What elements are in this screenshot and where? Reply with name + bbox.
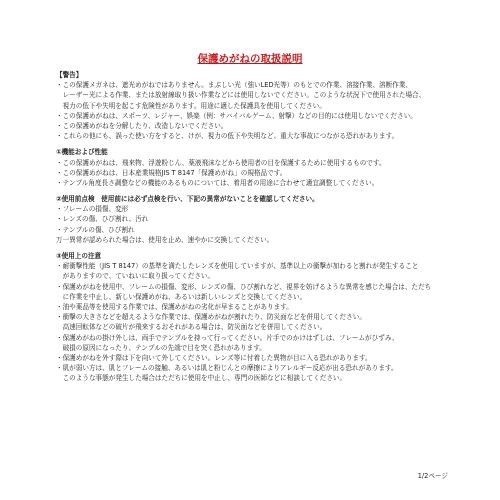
warning-line: ・これらの他にも、誤った使い方をすると、けが、視力の低下や失明など、重大な事故につながる恐れがあります。	[56, 132, 399, 141]
document-body	[56, 70, 448, 383]
function-section	[56, 147, 448, 188]
warning-line: ・この保護めがねは、スポーツ、レジャー、娯楽（例：サバイバルゲーム、射撃）などの目的には使用しないでください。	[56, 111, 417, 120]
document-title-text: 保護めがねの取扱説明	[197, 53, 303, 65]
caution-line: ・耐衝撃性能（JIS T 8147）の基準を満たしたレンズを使用していますが、基準以上の衝撃が加わると割れが発生すること	[56, 262, 419, 271]
caution-line: がありますので、ていねいに取り扱ってください。	[56, 272, 215, 281]
caution-line: 破損の原因になったり、テンプルの先端で目を突く恐れがあります。	[56, 343, 266, 352]
warning-heading: 【警告】	[56, 71, 83, 79]
warning-line: ・この保護メガネは、遮光めがねではありません。まぶしい光（強いLED光等）のもとでの作業、溶接作業、溶断作業、	[56, 81, 413, 90]
page-number: 1/2ページ	[417, 472, 448, 480]
function-heading: ①機能および性能	[56, 148, 108, 157]
function-line: ・この保護めがねは、飛来物、浮遊粉じん、薬液飛沫などから使用者の目を保護するために使用するものです。	[56, 158, 386, 167]
caution-line: ・保護めがねを外す際は下を向いて外してください。レンズ等に付着した異物が目に入る恐れがあります。	[56, 353, 372, 362]
caution-line: ・保護めがねを使用中、フレームの損傷、変形、レンズの傷、ひび割れなど、視界を妨げるような異常を感じた場合は、ただち	[56, 282, 432, 291]
document-title	[0, 51, 500, 66]
function-line: ・テンプル角度長さ調整などの機能のあるものについては、着用者の用途に合わせて適宜調整してください。	[56, 178, 379, 187]
warning-section	[56, 70, 448, 141]
warning-line: レーザー光による作業、または放射線取り扱い作業などには使用しないでください。このような状況下で使用された場合、	[56, 91, 426, 100]
caution-line: ・衝撃の大きさなどを超えるような作業では、保護めがねが割れたり、防災面などを併用してください。	[56, 313, 366, 322]
caution-line: に作業を中止し、新しい保護めがね、あるいは新しいレンズと交換してください。	[56, 292, 307, 301]
inspection-line: ・レンズの傷、ひび割れ、汚れ	[56, 215, 149, 224]
caution-heading: ③使用上の注意	[56, 252, 102, 260]
inspection-section	[56, 194, 448, 245]
function-line: ・この保護めがねは、日本産業規格JIS T 8147「保護めがね」の規格品です。	[56, 168, 287, 177]
warning-line: 視力の低下や失明を起こす危険性があります。用途に適した保護具を使用してください。	[56, 101, 326, 110]
warning-line: ・この保護めがねを分解したり、改造しないでください。	[56, 121, 228, 130]
inspection-line: 万一異常が認められた場合は、使用を止め、速やかに交換してください。	[56, 235, 274, 244]
inspection-heading: ②使用前点検 使用前には必ず点検を行い、下記の異常がないことを確認してください。	[56, 195, 319, 204]
caution-section	[56, 251, 448, 383]
inspection-line: ・テンプルの傷、ひび割れ	[56, 225, 135, 234]
caution-line: 高速回転体などの破片が飛来するおそれがある場合は、防災面などを併用してください。	[56, 323, 327, 332]
inspection-line: ・フレームの損傷、変形	[56, 205, 129, 214]
caution-line: ・油や薬品等を使用する作業では、保護めがねの劣化が早まることがあります。	[56, 302, 293, 311]
caution-line: ・肌が弱い方は、肌とフレームの接触、あるいは肌と粉じんとの摩擦によりアレルギー反応が出る恐れがあります。	[56, 364, 398, 373]
caution-line: ・保護めがねの掛け外しは、両手でテンプルを持って行ってください。片手でのかけはずしは、フレームがひずみ、	[56, 333, 399, 342]
caution-line: このような事態が発生した場合はただちに使用を中止し、専門の医師などに相談してください。	[56, 374, 347, 383]
